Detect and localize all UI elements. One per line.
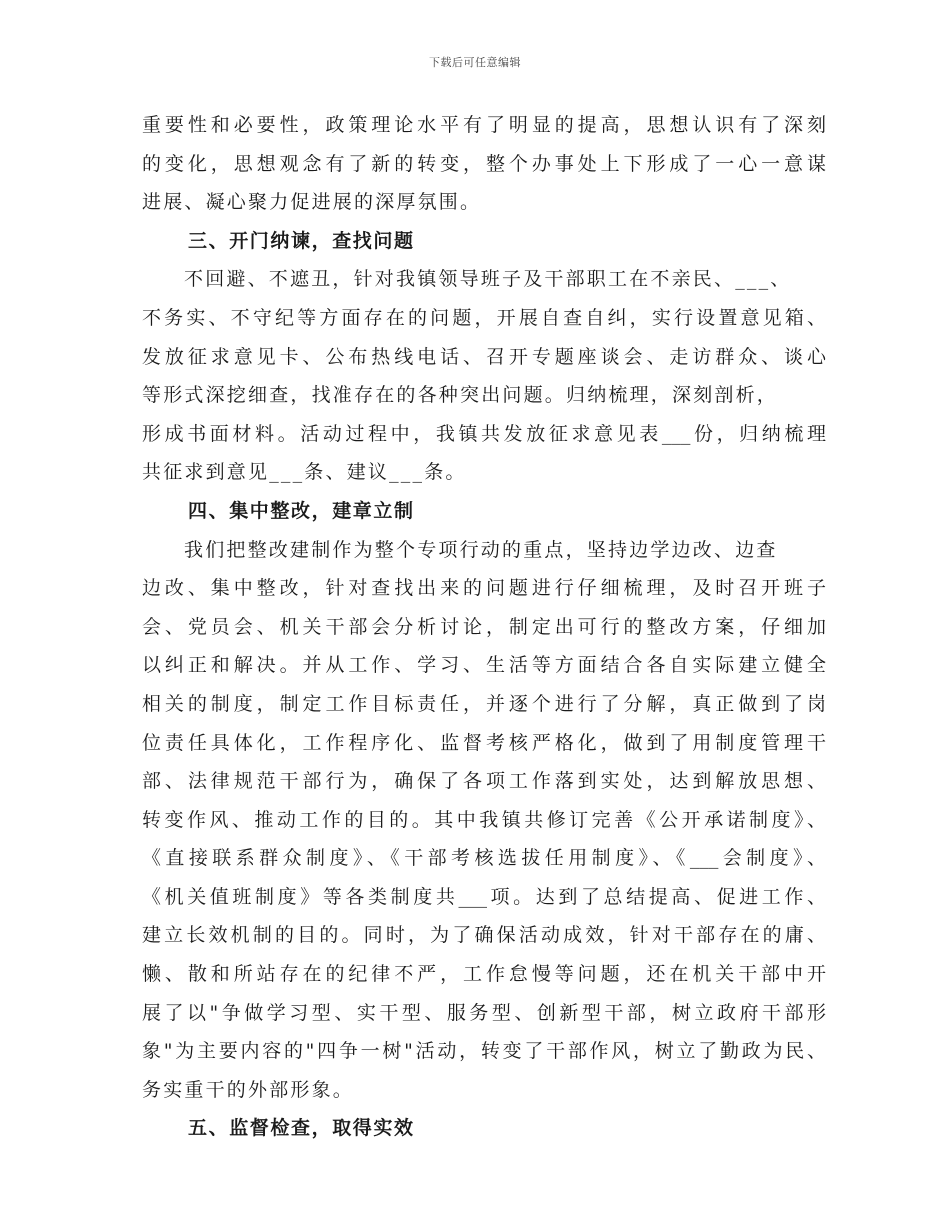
section-heading-4: 四、集中整改，建章立制 [188,499,415,522]
paragraph-line: 相关的制度，制定工作目标责任，并逐个进行了分解，真正做到了岗 [142,692,826,715]
paragraph-line: 不务实、不守纪等方面存在的问题，开展自查自纠，实行设置意见箱、 [142,306,826,329]
paragraph-line: 边改、集中整改，针对查找出来的问题进行仔细梳理，及时召开班子 [142,577,826,600]
paragraph-line: 展了以"争做学习型、实干型、服务型、创新型干部，树立政府干部形 [142,1001,826,1024]
paragraph-line: 《机关值班制度》等各类制度共___项。达到了总结提高、促进工作、 [142,885,826,908]
paragraph-line: 共征求到意见___条、建议___条。 [142,461,467,484]
paragraph-line: 的变化，思想观念有了新的转变，整个办事处上下形成了一心一意谋 [142,152,826,175]
document-body [142,106,826,1148]
paragraph-line: 懒、散和所站存在的纪律不严，工作怠慢等问题，还在机关干部中开 [142,963,826,986]
paragraph-line: 我们把整改建制作为整个专项行动的重点，坚持边学边改、边查 [184,538,778,561]
section-heading-5: 五、监督检查，取得实效 [188,1117,415,1140]
paragraph-line: 会、党员会、机关干部会分析讨论，制定出可行的整改方案，仔细加 [142,615,826,638]
paragraph-line: 等形式深挖细查，找准存在的各种突出问题。归纳梳理，深刻剖析， [142,384,779,407]
paragraph-line: 位责任具体化，工作程序化、监督考核严格化，做到了用制度管理干 [142,731,826,754]
paragraph-line: 建立长效机制的目的。同时，为了确保活动成效，针对干部存在的庸、 [142,924,826,947]
paragraph-line: 不回避、不遮丑，针对我镇领导班子及干部职工在不亲民、___、 [184,268,792,291]
page-header: 下载后可任意编辑 [429,56,521,69]
paragraph-line: 发放征求意见卡、公布热线电话、召开专题座谈会、走访群众、谈心 [142,345,826,368]
paragraph-line: 《直接联系群众制度》、《干部考核选拔任用制度》、《___会制度》、 [142,847,826,870]
section-heading-3: 三、开门纳谏，查找问题 [188,229,415,252]
paragraph-line: 转变作风、推动工作的目的。其中我镇共修订完善《公开承诺制度》、 [142,808,826,831]
paragraph-line: 部、法律规范干部行为，确保了各项工作落到实处，达到解放思想、 [142,770,826,793]
paragraph-line: 重要性和必要性，政策理论水平有了明显的提高，思想认识有了深刻 [142,114,826,136]
paragraph-line: 以纠正和解决。并从工作、学习、生活等方面结合各自实际建立健全 [142,654,826,677]
paragraph-line: 进展、凝心聚力促进展的深厚氛围。 [142,191,482,214]
paragraph-line: 象"为主要内容的"四争一树"活动，转变了干部作风，树立了勤政为民、 [142,1040,826,1063]
paragraph-line: 务实重干的外部形象。 [142,1078,355,1101]
paragraph-line: 形成书面材料。活动过程中，我镇共发放征求意见表___份，归纳梳理 [142,422,826,445]
